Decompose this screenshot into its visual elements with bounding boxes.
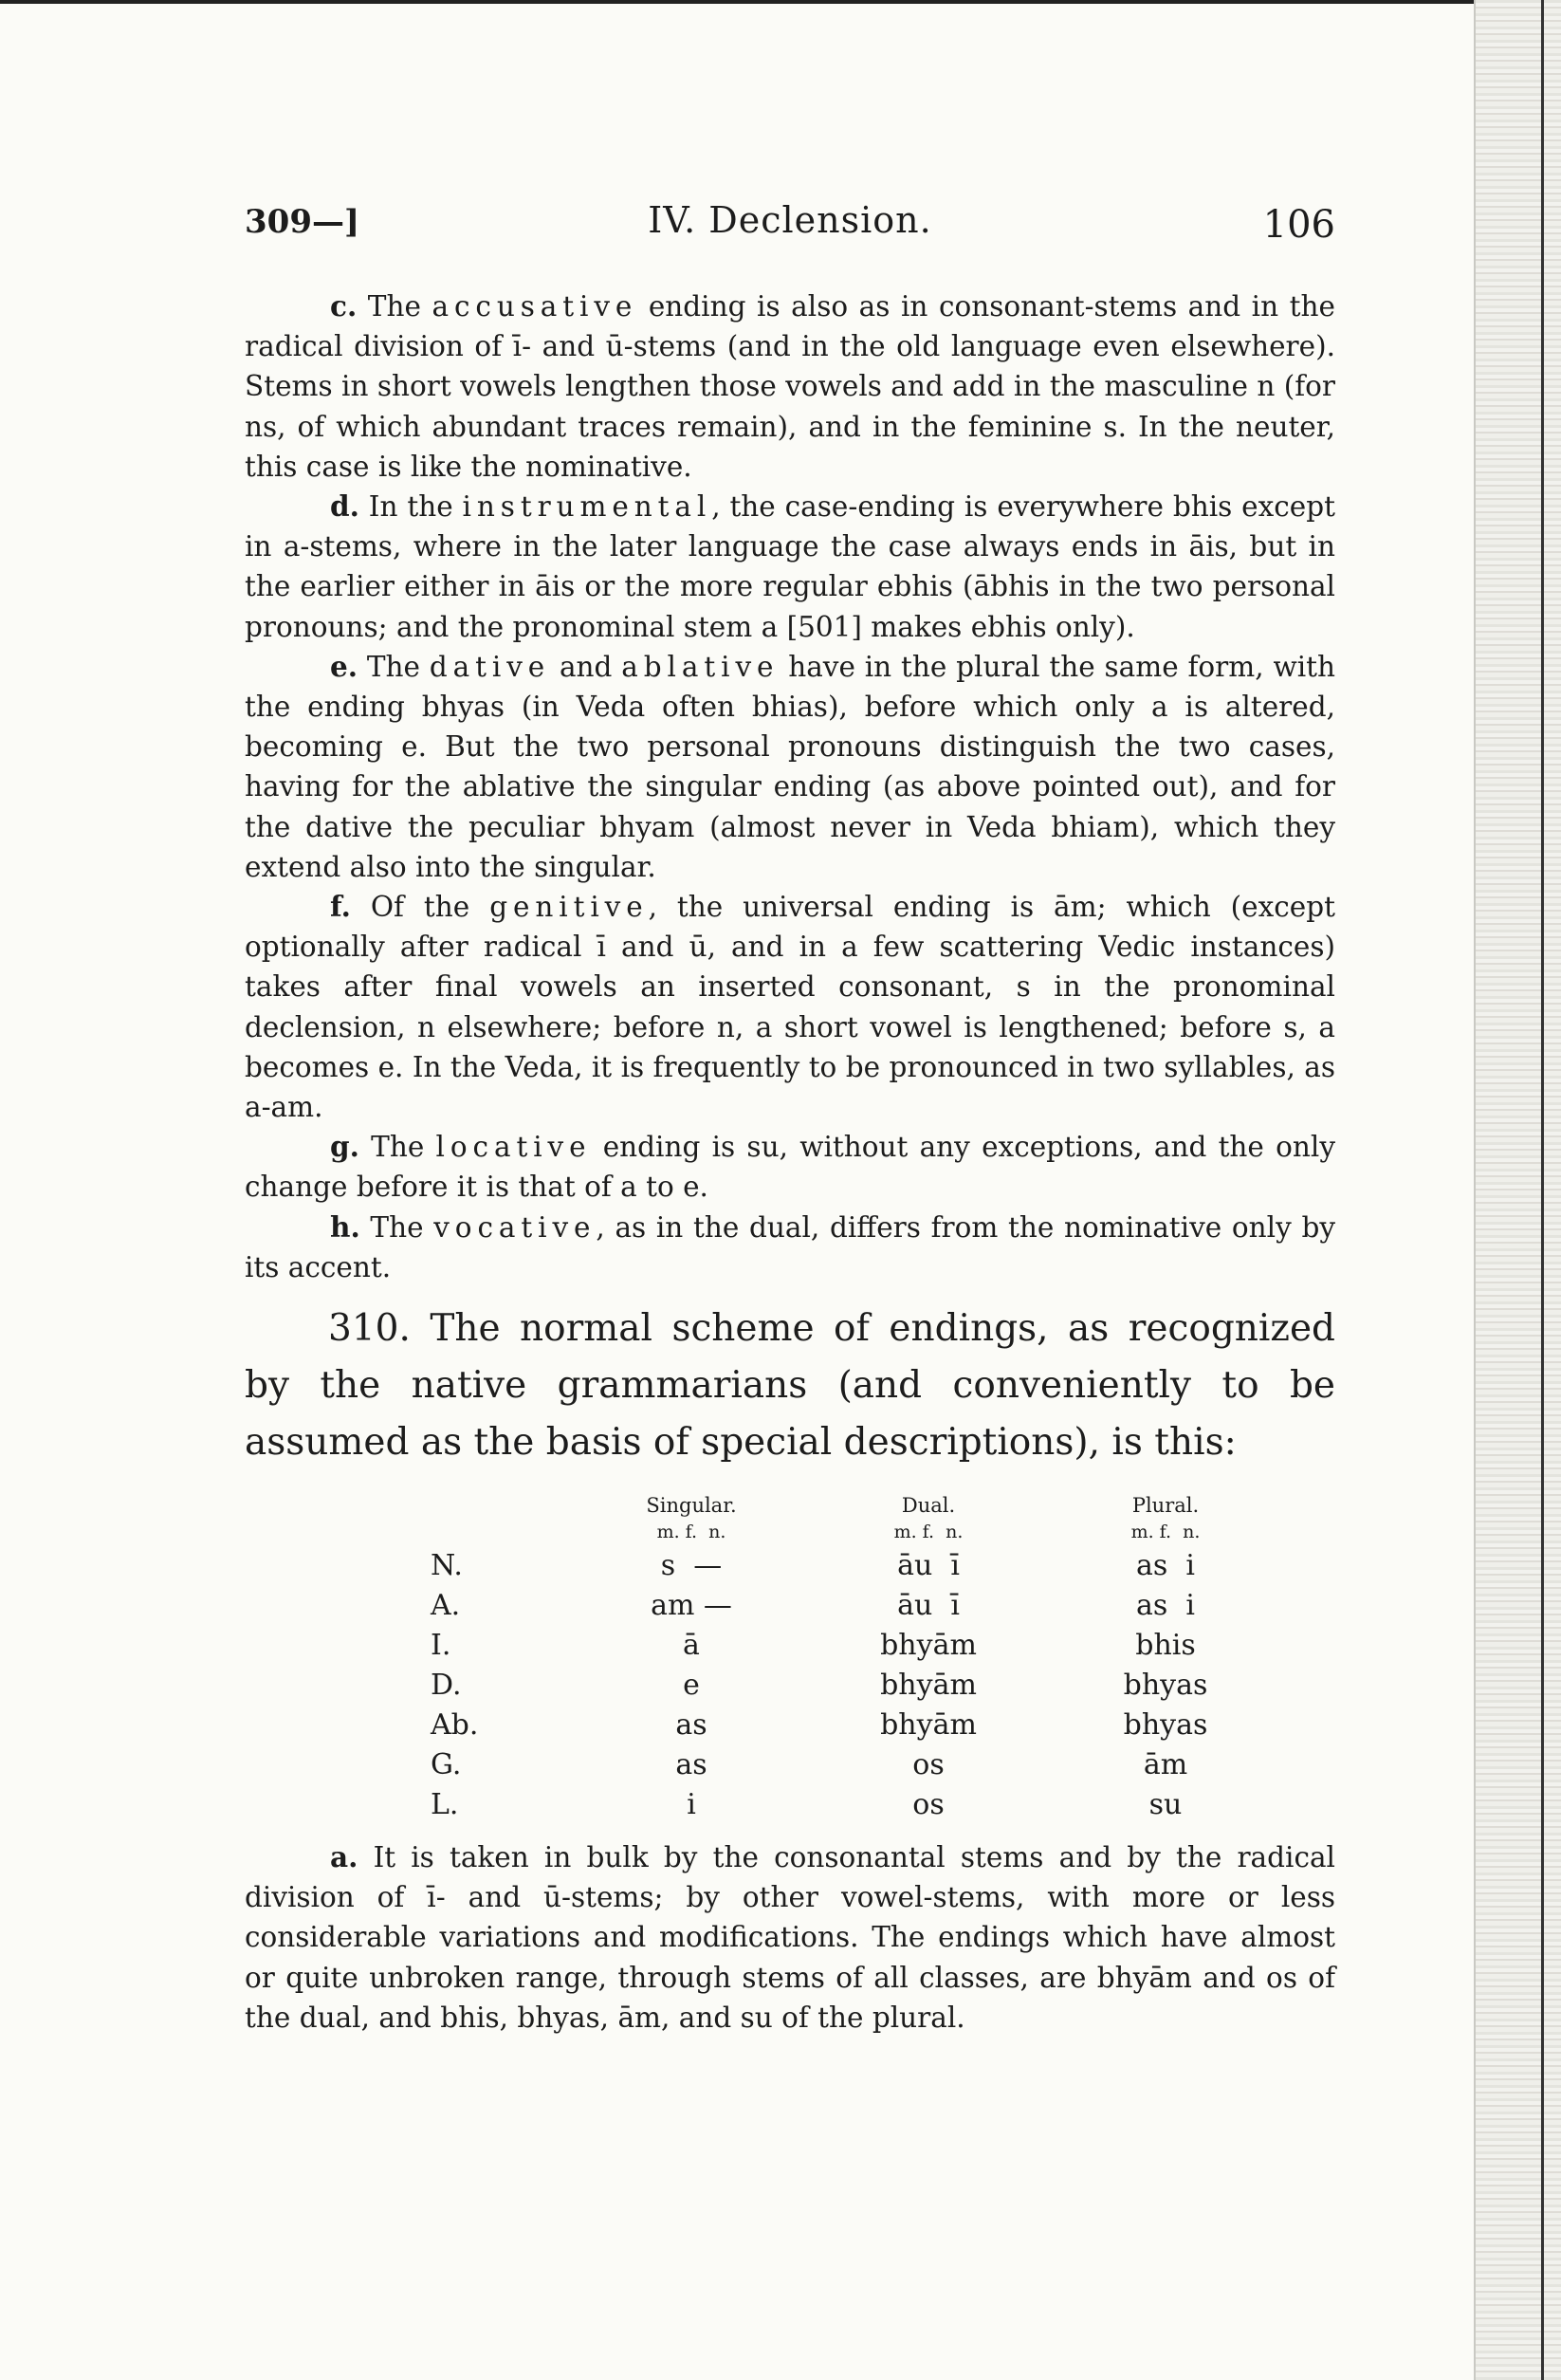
endings-table [431,1492,1284,1824]
case-label: G. [431,1747,462,1781]
running-header [245,190,1335,256]
case-label: A. [431,1588,461,1622]
table-row [431,1784,1284,1824]
marker-e: e. [330,649,358,683]
ending-singular: as [675,1747,707,1781]
ending-dual: bhyām [880,1628,977,1662]
table-row [431,1744,1284,1784]
marker-c: c. [330,289,358,323]
paragraph-h: h. The vocative, as in the dual, differs from the nominative only by its accent. [245,1209,1335,1283]
ending-singular: am — [651,1588,732,1622]
subheader-plural: m. f. n. [1130,1522,1201,1543]
ending-plural: as i [1136,1588,1195,1622]
ending-dual: āu ī [897,1588,960,1622]
header-singular: Singular. [646,1494,737,1518]
paragraph-c: c. The accusative ending is also as in consonant-stems and in the radical division of ī- and ū-stems (and in the old language even elsewhere). Stems in short vowels lengthen those vowels and add in the masculine n (for ns, of which abundant traces remain), and in the feminine s. In the neuter, this case is like the nominative. [245,289,1335,483]
section-310-number: 310. [328,1307,411,1351]
case-label: D. [431,1668,462,1702]
ending-dual: bhyām [880,1668,977,1702]
table-row [431,1585,1284,1625]
case-label: Ab. [431,1707,479,1742]
table-header-row [431,1492,1284,1519]
term-locative: locative [435,1131,592,1164]
subheader-dual: m. f. n. [893,1522,964,1543]
ending-plural: ām [1143,1747,1188,1781]
term-instrumental: instrumental [462,490,712,524]
table-row [431,1665,1284,1705]
page-edge-line [1541,0,1544,2380]
paragraph-d: d. In the instrumental, the case-ending is everywhere bhis except in a-stems, where in the later language the case always ends in āis, but in the earlier either in āis or the more regular ebhis (ābhis in the two personal pronouns; and the pronominal stem a [501] makes ebhis only). [245,489,1335,643]
term-ablative: ablative [621,650,780,683]
ending-plural: bhyas [1123,1707,1208,1742]
running-title: IV. Declension. [648,199,932,241]
term-accusative: accusative [432,290,638,323]
ending-plural: bhyas [1123,1668,1208,1702]
page-edge-shadow [1474,0,1561,2380]
ending-singular: ā [683,1628,700,1662]
ending-dual: os [912,1747,945,1781]
ending-singular: as [675,1707,707,1742]
term-vocative: vocative [433,1210,597,1244]
marker-d: d. [330,489,359,524]
term-dative: dative [429,650,551,683]
ending-plural: as i [1136,1548,1195,1582]
paragraph-f: f. Of the genitive, the universal ending is ām; which (except optionally after radical ī and ū, and in a few scattering Vedic instances) takes after final vowels an inserted consonant, s in the pronominal declension, n elsewhere; before n, a short vowel is lengthened; before s, a becomes e. In the Veda, it is frequently to be pronounced in two syllables, as a-am. [245,890,1335,1124]
page-content [245,190,1335,2038]
ending-dual: bhyām [880,1707,977,1742]
top-border [0,0,1561,4]
header-plural: Plural. [1131,1494,1200,1518]
case-label: I. [431,1628,451,1662]
marker-g: g. [330,1130,359,1164]
ending-dual: āu ī [897,1548,960,1582]
ending-singular: i [687,1787,696,1821]
ending-dual: os [912,1787,945,1821]
marker-h: h. [330,1209,360,1244]
table-row [431,1545,1284,1585]
paragraph-310-a: a. It is taken in bulk by the consonantal stems and by the radical division of ī- and ū-stems; by other vowel-stems, with more or less considerable variations and modifications. The endings which have almost or quite unbroken range, through stems of all classes, are bhyām and os of the dual, and bhis, bhyas, ām, and su of the plural. [245,1840,1335,2034]
marker-a: a. [330,1840,358,1874]
paragraph-e: e. The dative and ablative have in the plural the same form, with the ending bhyas (in Veda often bhias), before which only a is altered, becoming e. But the two personal pronouns distinguish the two cases, having for the ablative the singular ending (as above pointed out), and for the dative the peculiar bhyam (almost never in Veda bhiam), which they extend also into the singular. [245,649,1335,883]
table-row [431,1705,1284,1744]
ending-plural: su [1148,1787,1183,1821]
page-number: 106 [1262,203,1335,247]
table-subheader-row [431,1519,1284,1545]
term-genitive: genitive [489,891,649,924]
paragraph-310: 310. The normal scheme of endings, as recognized by the native grammarians (and conveniently to be assumed as the basis of special descriptions), is this: [245,1307,1335,1465]
paragraph-g: g. The locative ending is su, without any exceptions, and the only change before it is that of a to e. [245,1130,1335,1204]
case-label: L. [431,1787,459,1821]
case-label: N. [431,1548,463,1582]
ending-plural: bhis [1135,1628,1196,1662]
header-dual: Dual. [901,1494,956,1518]
table-row [431,1625,1284,1665]
subheader-singular: m. f. n. [656,1522,726,1543]
ending-singular: e [683,1668,700,1702]
marker-f: f. [330,890,351,924]
section-reference: 309—] [245,203,360,241]
ending-singular: s — [660,1548,723,1582]
